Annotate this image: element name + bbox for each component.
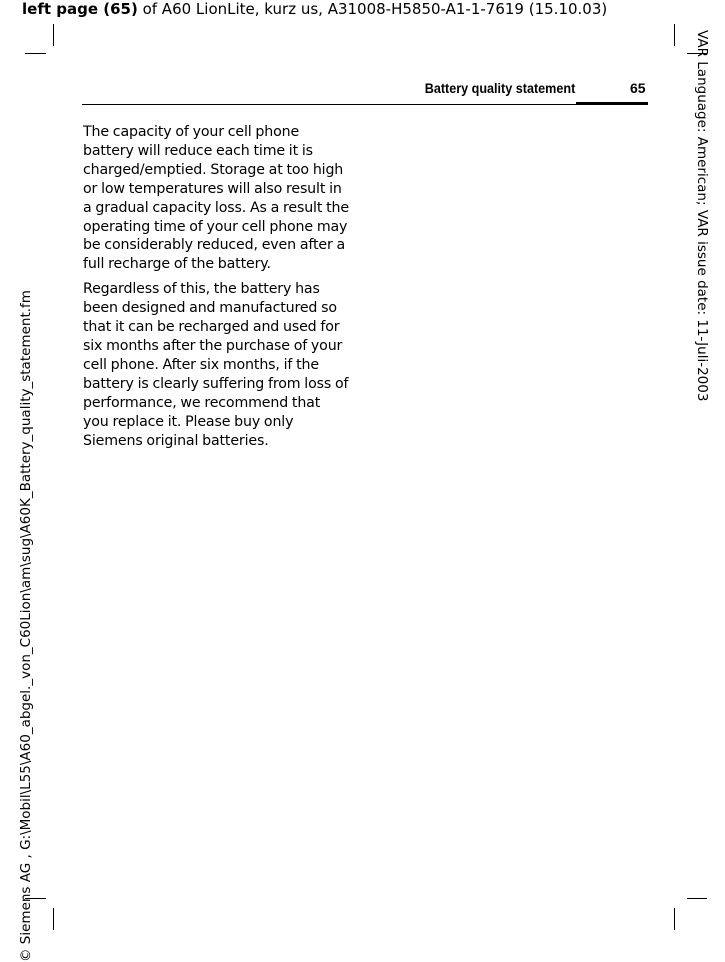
page-title: Battery quality statement [424, 80, 575, 96]
body-text [83, 123, 349, 456]
file-path-sidebar: © Siemens AG , G:\Mobil\L55\A60_abgel._von_C60Lion\am\sug\A60K_Battery_quality_statement.fm [18, 290, 34, 962]
print-meta-line [22, 0, 607, 18]
header-rule [82, 104, 648, 105]
var-language-sidebar: VAR Language: American; VAR issue date: 11-Juli-2003 [694, 30, 710, 402]
page-number: 65 [630, 80, 646, 96]
crop-mark-top-right-v [674, 24, 675, 46]
crop-mark-top-left-v [53, 24, 54, 46]
crop-mark-bottom-left-v [53, 908, 54, 930]
paragraph-capacity: The capacity of your cell phone battery will reduce each time it is charged/emptied. Storage at too high or low temperatures will also result in a gradual capacity loss. As a result the operating time of your cell phone may be considerably reduced, even after a full recharge of the battery. [83, 124, 349, 273]
crop-mark-bottom-right-h [687, 898, 707, 899]
crop-mark-bottom-right-v [674, 908, 675, 930]
print-meta-rest: of A60 LionLite, kurz us, A31008-H5850-A1-1-7619 (15.10.03) [137, 0, 608, 18]
print-meta-bold: left page (65) [22, 0, 138, 18]
header-rule-accent [576, 102, 648, 105]
paragraph-replacement: Regardless of this, the battery has been designed and manufactured so that it can be recharged and used for six months after the purchase of your cell phone. After six months, if the battery is clearly suffering from loss of performance, we recommend that you replace it. Please buy only Siemens original batteries. [83, 281, 349, 449]
crop-mark-top-left-h [25, 53, 46, 54]
